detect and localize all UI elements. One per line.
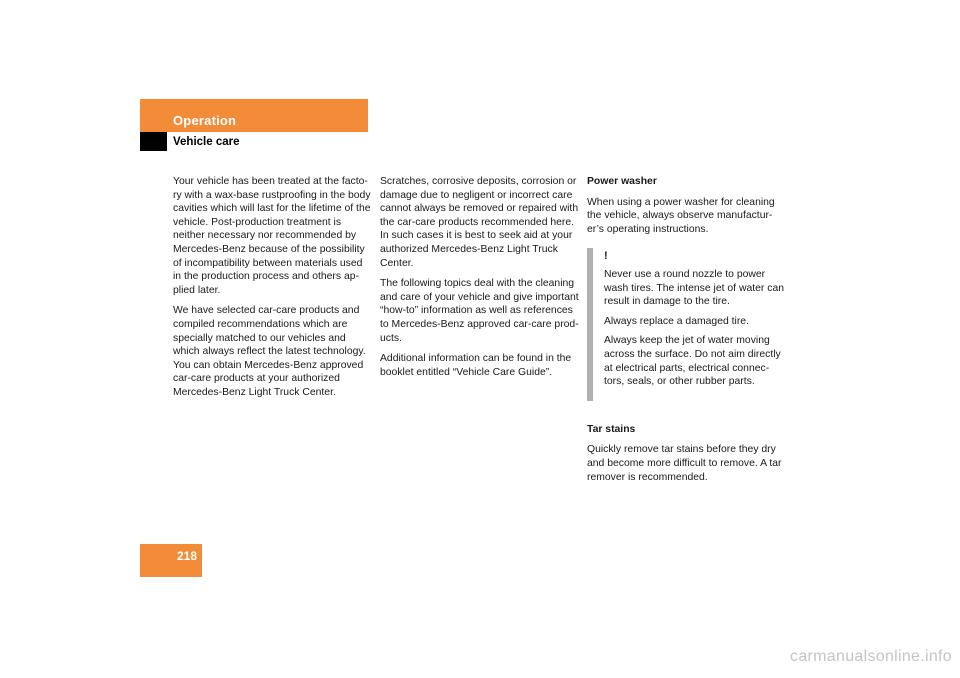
warning-box: [587, 248, 787, 400]
subsection-title: Vehicle care: [173, 136, 240, 148]
warning-text-3: Always keep the jet of water moving across the surface. Do not aim directly at electrical parts, electrical connec-tors, seals, or other rubber parts.: [604, 335, 781, 388]
section-title: Operation: [173, 113, 237, 128]
power-washer-heading: Power washer: [587, 176, 657, 187]
tar-stains-heading: Tar stains: [587, 423, 636, 435]
intro-paragraph: Your vehicle has been treated at the facto-ry with a wax-base rustproofing in the body cavities which will last for the lifetime of the vehicle. Post-production treatment is neither necessary nor recommended by Mercedes-Benz because of the possibility of incompatibility between materials used in the production process and others ap-plied later.: [173, 176, 371, 296]
scratches-paragraph: Scratches, corrosive deposits, corrosion or damage due to negligent or incorrect care cannot always be removed or repaired with the car-care products recommended here. In such cases it is best to seek aid at your authorized Mercedes-Benz Light Truck Center.: [380, 176, 579, 269]
watermark: carmanualsonline.info: [790, 648, 952, 665]
warning-text-1: Never use a round nozzle to power wash tires. The intense jet of water can result in damage to the tire.: [604, 268, 785, 308]
warning-text-2: Always replace a damaged tire.: [604, 315, 749, 327]
column-1: [173, 175, 373, 407]
page-number: 218: [140, 544, 202, 577]
section-marker: [140, 132, 167, 151]
additional-info-paragraph: Additional information can be found in the booklet entitled “Vehicle Care Guide”.: [380, 353, 572, 378]
warning-icon: !: [604, 250, 608, 263]
column-2: [380, 175, 580, 386]
topics-paragraph: The following topics deal with the cleaning and care of your vehicle and give important “how-to” information as well as references to Mercedes-Benz approved car-care prod-ucts.: [380, 278, 579, 344]
column-3: [587, 175, 787, 491]
tar-stains-text: Quickly remove tar stains before they dry and become more difficult to remove. A tar remover is recommended.: [587, 444, 782, 483]
car-care-paragraph: We have selected car-care products and compiled recommendations which are specially matched to our vehicles and which always reflect the latest technology. You can obtain Mercedes-Benz approved car-care products at your authorized Mercedes-Benz Light Truck Center.: [173, 305, 366, 398]
power-washer-text: When using a power washer for cleaning the vehicle, always observe manufactur-er’s operating instructions.: [587, 196, 775, 235]
